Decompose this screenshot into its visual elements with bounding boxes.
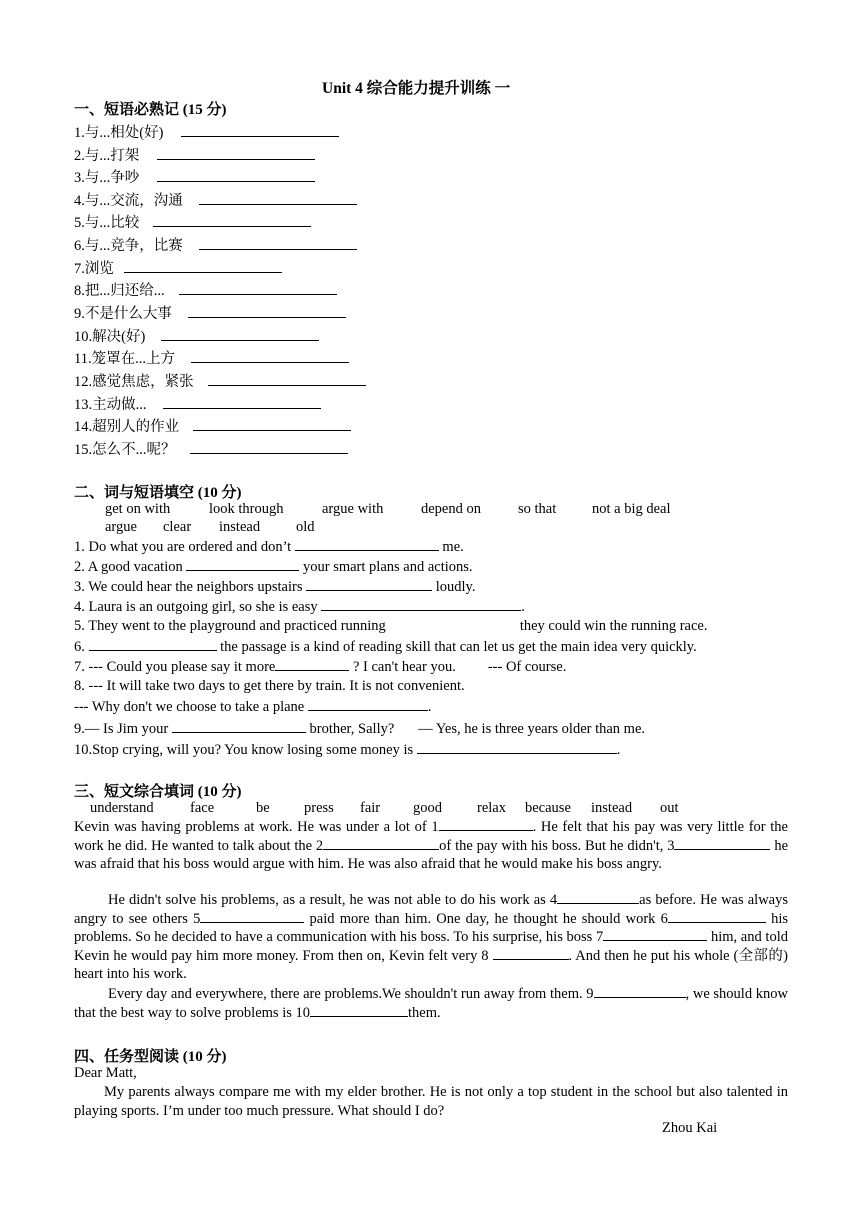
answer-blank[interactable]	[188, 305, 346, 318]
phrase-item-7	[74, 257, 282, 278]
phrase-label: 10.解决(好)	[74, 329, 146, 345]
answer-blank[interactable]	[172, 720, 306, 733]
question-text: — Yes, he is three years older than me.	[418, 721, 646, 737]
question-text: .	[427, 699, 432, 715]
question-text: 5. They went to the playground and practiced running	[74, 618, 386, 634]
phrase-label: 3.与...争吵	[74, 170, 140, 186]
passage-text: Every day and everywhere, there are problems.We shouldn't run away from them. 9	[108, 986, 594, 1002]
answer-blank[interactable]	[186, 558, 299, 571]
question-text: --- Of course.	[487, 659, 567, 675]
answer-blank[interactable]	[557, 891, 639, 904]
answer-blank[interactable]	[157, 169, 315, 182]
passage-text: his problems. So he decided to have a communication with his boss. To his surprise, his boss 7	[74, 910, 789, 946]
phrase-label: 9.不是什么大事	[74, 306, 172, 322]
answer-blank[interactable]	[323, 837, 439, 850]
question-8: 8. --- It will take two days to get there by train. It is not convenient.	[74, 678, 465, 694]
word-bank-item: good	[413, 800, 442, 816]
word-bank-item: get on with	[105, 501, 171, 517]
phrase-item-6	[74, 234, 357, 255]
question-text: .	[616, 742, 621, 758]
word-bank-item: instead	[591, 800, 633, 816]
answer-blank[interactable]	[417, 741, 617, 754]
phrase-item-12	[74, 370, 366, 391]
word-bank-item: face	[190, 800, 215, 816]
word-bank-item: look through	[209, 501, 284, 517]
answer-blank[interactable]	[310, 1004, 408, 1017]
phrase-item-10	[74, 325, 319, 346]
question-10	[74, 741, 620, 759]
answer-blank[interactable]	[668, 910, 766, 923]
passage-text: him, and told Kevin he would pay him more money. From then on, Kevin felt very 8	[74, 929, 788, 964]
phrase-item-11	[74, 347, 349, 368]
word-bank-item: instead	[219, 519, 261, 535]
word-bank-item: press	[304, 800, 334, 816]
phrase-label: 1.与...相处(好)	[74, 125, 164, 141]
answer-blank[interactable]	[190, 441, 348, 454]
passage-text: Kevin was having problems at work. He was under a lot of 1	[74, 819, 439, 835]
question-text: the passage is a kind of reading skill that can let us get the main idea very quickly.	[220, 639, 697, 655]
page-title: Unit 4 综合能力提升训练 一	[322, 80, 511, 97]
phrase-item-3	[74, 166, 315, 187]
passage-text: them.	[408, 1004, 441, 1021]
passage-text: . And then he put his whole (全部的) heart into his work.	[74, 947, 789, 983]
section-3-heading: 三、短文综合填词 (10 分)	[74, 784, 242, 800]
passage-text: of the pay with his boss. But he didn't, 3	[439, 837, 675, 854]
answer-blank[interactable]	[199, 192, 357, 205]
answer-blank[interactable]	[603, 928, 707, 941]
word-bank-item: argue	[105, 519, 137, 535]
answer-blank[interactable]	[594, 985, 686, 998]
phrase-item-14	[74, 415, 351, 436]
answer-blank[interactable]	[275, 658, 349, 671]
word-bank-item: because	[525, 800, 571, 816]
phrase-item-13	[74, 393, 321, 414]
letter-greeting: Dear Matt,	[74, 1065, 137, 1081]
question-1	[74, 538, 464, 556]
word-bank-item: depend on	[421, 501, 481, 517]
word-bank-item: clear	[163, 519, 192, 535]
question-text: 6.	[74, 639, 85, 655]
answer-blank[interactable]	[439, 818, 533, 831]
passage-text: He didn't solve his problems, as a result, he was not able to do his work as 4	[108, 892, 558, 908]
passage-text: paid more than him. One day, he thought he should work 6	[309, 910, 668, 927]
phrase-item-15	[74, 438, 348, 459]
answer-blank[interactable]	[674, 837, 770, 850]
question-text: 1. Do what you are ordered and don’t	[74, 539, 292, 555]
question-text: .	[521, 599, 525, 615]
word-bank-item: old	[296, 519, 315, 535]
question-text: 10.Stop crying, will you? You know losing some money is	[74, 742, 414, 758]
answer-blank[interactable]	[321, 598, 521, 611]
passage-paragraph-2	[74, 891, 788, 984]
question-2	[74, 558, 473, 576]
passage-text: as before. He was always angry to see others 5	[74, 892, 788, 927]
answer-blank[interactable]	[163, 396, 321, 409]
phrase-label: 6.与...竞争，比赛	[74, 238, 183, 254]
phrase-label: 7.浏览	[74, 261, 114, 277]
answer-blank[interactable]	[199, 237, 357, 250]
phrase-label: 4.与...交流，沟通	[74, 193, 183, 209]
passage-paragraph-1	[74, 818, 788, 874]
phrase-item-1	[74, 121, 339, 142]
answer-blank[interactable]	[295, 538, 439, 551]
question-text: loudly.	[435, 579, 476, 595]
phrase-label: 8.把...归还给...	[74, 283, 165, 299]
phrase-label: 5.与...比较	[74, 215, 140, 231]
phrase-label: 14.超别人的作业	[74, 419, 180, 435]
answer-blank[interactable]	[191, 350, 349, 363]
answer-blank[interactable]	[200, 910, 304, 923]
word-bank-item: argue with	[322, 501, 384, 517]
phrase-item-5	[74, 211, 311, 232]
answer-blank[interactable]	[193, 418, 351, 431]
question-text: 4. Laura is an outgoing girl, so she is easy	[74, 599, 318, 615]
question-3	[74, 578, 476, 596]
answer-blank[interactable]	[161, 328, 319, 341]
word-bank-item: understand	[90, 800, 154, 816]
question-9	[74, 720, 645, 738]
letter-body: My parents always compare me with my elder brother. He is not only a top student in the school but also talented in playing sports. I’m under too much pressure. What should I do?	[74, 1084, 788, 1119]
passage-text: he was afraid that his boss would argue with him. He was also afraid that he would make his boss angry.	[74, 837, 788, 873]
section-2-heading: 二、词与短语填空 (10 分)	[74, 485, 242, 501]
question-7	[74, 658, 566, 676]
passage-text: , we should know that the best way to solve problems is 10	[74, 986, 788, 1021]
answer-blank[interactable]	[124, 260, 282, 273]
question-5	[74, 618, 707, 635]
question-text: 7. --- Could you please say it more	[74, 659, 276, 675]
phrase-item-8	[74, 279, 337, 300]
answer-blank[interactable]	[308, 698, 428, 711]
phrase-label: 15.怎么不...呢？	[74, 442, 176, 458]
word-bank-item: not a big deal	[592, 501, 671, 517]
question-text: they could win the running race.	[519, 618, 708, 634]
phrase-item-9	[74, 302, 346, 323]
answer-blank[interactable]	[157, 147, 315, 160]
answer-blank[interactable]	[493, 947, 569, 960]
answer-blank[interactable]	[208, 373, 366, 386]
question-text: --- Why don't we choose to take a plane	[74, 699, 305, 715]
answer-blank[interactable]	[306, 578, 432, 591]
section-1-heading: 一、短语必熟记 (15 分)	[74, 102, 227, 118]
phrase-label: 13.主动做...	[74, 397, 147, 413]
word-bank-item: so that	[518, 501, 557, 517]
question-4	[74, 598, 525, 616]
question-6	[74, 638, 697, 656]
word-bank-item: fair	[360, 800, 381, 816]
word-bank-item: out	[660, 800, 679, 816]
word-bank-item: relax	[477, 800, 506, 816]
question-text: your smart plans and actions.	[303, 559, 473, 575]
phrase-label: 12.感觉焦虑，紧张	[74, 374, 194, 390]
section-4-heading: 四、任务型阅读 (10 分)	[74, 1049, 227, 1065]
phrase-label: 2.与...打架	[74, 148, 140, 164]
question-8-reply	[74, 698, 432, 716]
word-bank-item: be	[256, 800, 270, 816]
answer-blank[interactable]	[181, 124, 339, 137]
question-text: 9.— Is Jim your	[74, 721, 169, 737]
answer-blank[interactable]	[89, 638, 217, 651]
question-text: ? I can't hear you.	[352, 659, 456, 675]
passage-paragraph-3	[74, 985, 788, 1022]
phrase-item-4	[74, 189, 357, 210]
letter-signature: Zhou Kai	[662, 1120, 718, 1136]
question-text: 3. We could hear the neighbors upstairs	[74, 579, 303, 595]
answer-blank[interactable]	[153, 214, 311, 227]
passage-text: . He felt that his pay was very little for the work he did. He wanted to talk about the 2	[74, 819, 788, 854]
answer-blank[interactable]	[179, 282, 337, 295]
phrase-label: 11.笼罩在...上方	[74, 351, 175, 367]
question-text: me.	[442, 539, 464, 555]
question-text: 2. A good vacation	[74, 559, 183, 575]
phrase-item-2	[74, 144, 315, 165]
question-text: brother, Sally?	[309, 721, 395, 737]
